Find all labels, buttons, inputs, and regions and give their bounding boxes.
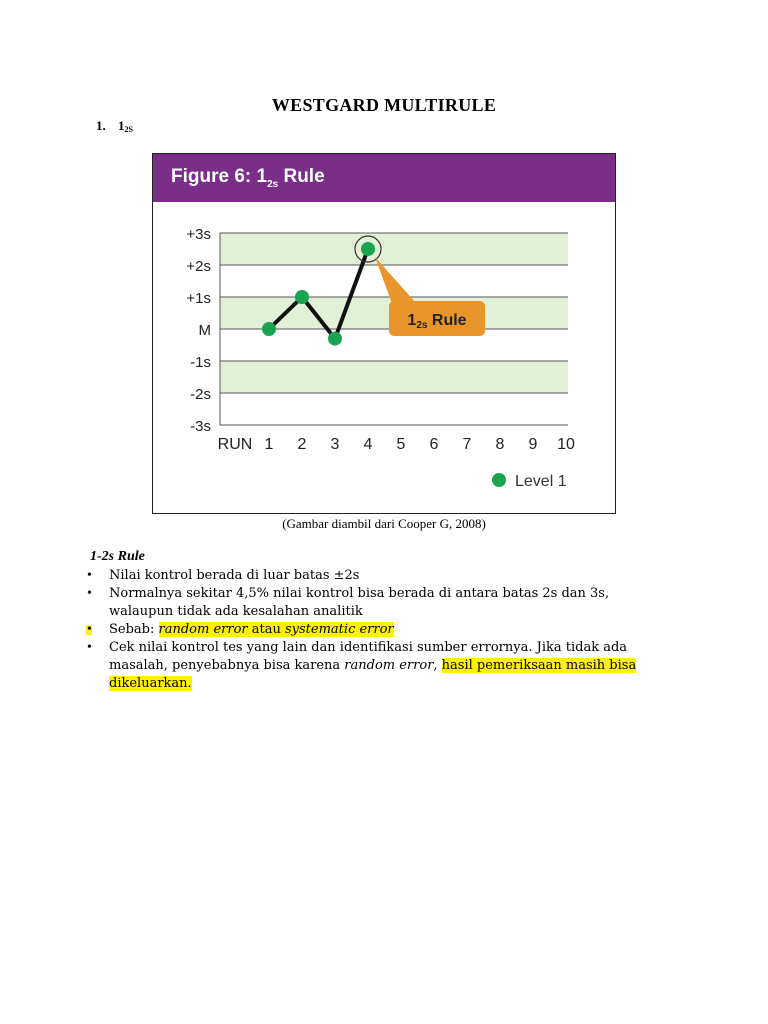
data-point bbox=[295, 290, 309, 304]
bullet-list bbox=[86, 567, 666, 693]
figure-title-end: Rule bbox=[278, 166, 325, 187]
chart-band bbox=[220, 233, 568, 265]
x-tick-label: 3 bbox=[330, 436, 340, 453]
bullet-item bbox=[86, 621, 666, 639]
x-tick-label: 1 bbox=[264, 436, 274, 453]
data-point bbox=[328, 332, 342, 346]
x-tick-label: 2 bbox=[297, 436, 307, 453]
bullet-text-part2: , bbox=[433, 658, 442, 673]
heading-rule-main: 1 bbox=[118, 118, 125, 133]
legend-marker bbox=[492, 473, 506, 487]
y-tick-label: M bbox=[198, 322, 211, 339]
y-tick-label: -2s bbox=[190, 386, 211, 403]
heading-number: 1. bbox=[96, 118, 106, 133]
y-tick-label: +1s bbox=[186, 290, 211, 307]
figure-title-main: Figure 6: 1 bbox=[171, 166, 268, 187]
section-title: 1-2s Rule bbox=[90, 549, 145, 564]
bullet-text: Nilai kontrol berada di luar batas ±2s bbox=[109, 568, 360, 583]
y-tick-label: -1s bbox=[190, 354, 211, 371]
bullet-italic: random error bbox=[344, 658, 434, 673]
data-point bbox=[361, 242, 375, 256]
bullet-mid: atau bbox=[247, 622, 285, 637]
figure-caption: (Gambar diambil dari Cooper G, 2008) bbox=[282, 516, 486, 531]
y-tick-label: -3s bbox=[190, 418, 211, 435]
x-tick-label: 5 bbox=[396, 436, 406, 453]
bullet-prefix: Sebab: bbox=[109, 622, 159, 637]
x-tick-label: 9 bbox=[528, 436, 538, 453]
legend-label: Level 1 bbox=[515, 473, 567, 490]
x-tick-label: 6 bbox=[429, 436, 439, 453]
bullet-highlight: hasil pemeriksaan masih bisa dikeluarkan. bbox=[109, 658, 637, 691]
bullet-italic-random-error: random error bbox=[158, 622, 248, 637]
bullet-item bbox=[86, 585, 666, 621]
x-tick-label: 8 bbox=[495, 436, 505, 453]
figure-12s-rule bbox=[152, 153, 616, 514]
y-tick-label: +3s bbox=[186, 226, 211, 243]
data-point bbox=[262, 322, 276, 336]
bullet-text: Normalnya sekitar 4,5% nilai kontrol bisa berada di antara batas 2s dan 3s, walaupun tidak ada kesalahan analitik bbox=[109, 586, 610, 619]
x-axis-label: RUN bbox=[217, 436, 253, 453]
document-title: WESTGARD MULTIRULE bbox=[271, 95, 497, 115]
bullet-item bbox=[86, 567, 666, 585]
figure-title-sub: 2s bbox=[267, 178, 279, 190]
bullet-item bbox=[86, 639, 666, 693]
rule-heading bbox=[96, 118, 133, 134]
x-tick-label: 4 bbox=[363, 436, 373, 453]
heading-rule-sub: 2S bbox=[124, 125, 133, 134]
callout-label: 12s Rule bbox=[407, 312, 467, 331]
control-chart bbox=[153, 154, 615, 513]
x-tick-label: 7 bbox=[462, 436, 472, 453]
chart-band bbox=[220, 361, 568, 393]
bullet-italic-systematic-error: systematic error bbox=[285, 622, 394, 637]
bullet-text-part1: Cek nilai kontrol tes yang lain dan identifikasi sumber errornya. Jika tidak ada masalah, penyebabnya bisa karena bbox=[109, 640, 628, 673]
x-tick-label: 10 bbox=[557, 436, 575, 453]
y-tick-label: +2s bbox=[186, 258, 211, 275]
